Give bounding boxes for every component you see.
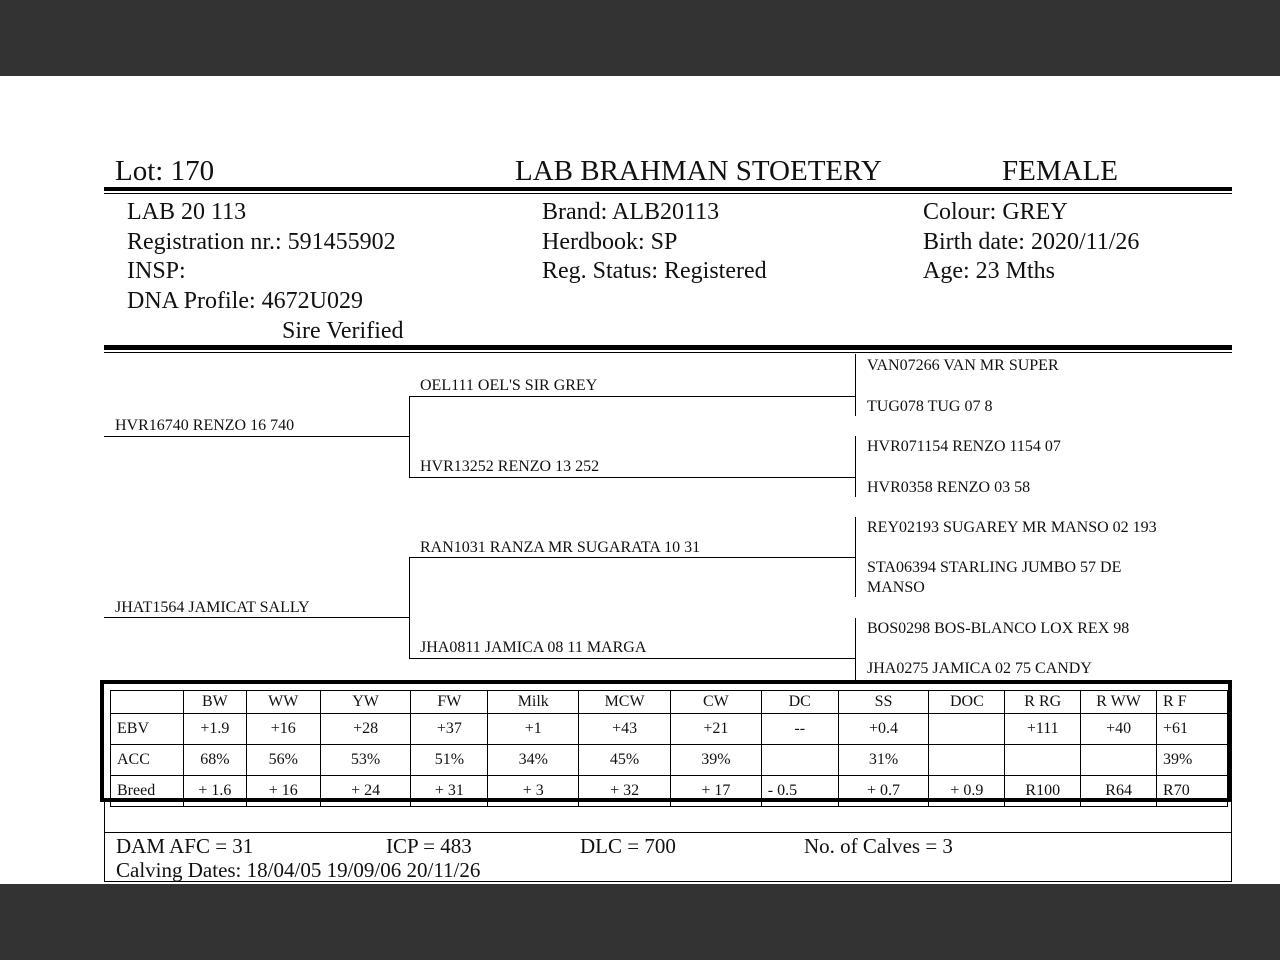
pedigree-line [855,618,856,680]
ebv-cell: + 0.7 [838,776,929,807]
ebv-cell: 34% [488,745,579,776]
ebv-cell: 51% [411,745,488,776]
pedigree-ggp-6: STA06394 STARLING JUMBO 57 DE [867,559,1122,576]
info-rule-thin [104,352,1232,353]
pedigree-line [104,617,410,618]
calving-dates: Calving Dates: 18/04/05 19/09/06 20/11/26 [116,858,481,882]
ebv-cell: 39% [1157,745,1228,776]
brand: Brand: ALB20113 [542,199,720,225]
pedigree-line [855,354,856,416]
ebv-row-acc [111,745,1228,776]
ebv-cell: +16 [246,714,320,745]
birth-date: Birth date: 2020/11/26 [923,229,1140,255]
ebv-header-cell: WW [246,691,320,714]
pedigree-ggp-1: VAN07266 VAN MR SUPER [867,357,1059,374]
ebv-cell: + 17 [671,776,762,807]
pedigree-line [855,517,856,597]
colour: Colour: GREY [923,199,1068,225]
pedigree-line [409,618,410,658]
ebv-cell: R70 [1157,776,1228,807]
ebv-cell: +37 [411,714,488,745]
ebv-header-cell: DC [761,691,838,714]
header-rule-thin [104,193,1232,194]
ebv-cell: + 31 [411,776,488,807]
ebv-header-cell [111,691,184,714]
pedigree-line [409,437,410,477]
ebv-row-label: ACC [111,745,184,776]
pedigree-line [409,658,856,659]
ebv-header-cell: R RG [1005,691,1081,714]
ebv-cell: +1.9 [183,714,246,745]
ebv-cell: +43 [579,714,671,745]
ebv-cell: R100 [1005,776,1081,807]
pedigree-sire-sire: OEL111 OEL'S SIR GREY [420,377,598,394]
pedigree-dam-sire: RAN1031 RANZA MR SUGARATA 10 31 [420,539,701,556]
ebv-header-cell: CW [671,691,762,714]
pedigree-line [855,436,856,497]
ebv-cell: +21 [671,714,762,745]
herdbook: Herdbook: SP [542,229,678,255]
ebv-header-cell: SS [838,691,929,714]
pedigree-line [409,557,856,558]
ebv-cell: 68% [183,745,246,776]
animal-id: LAB 20 113 [127,199,247,225]
ebv-cell: -- [761,714,838,745]
ebv-cell: + 32 [579,776,671,807]
ebv-header-cell: R F [1157,691,1228,714]
ebv-cell: +111 [1005,714,1081,745]
ebv-cell: +28 [320,714,411,745]
sex-label: FEMALE [1002,155,1118,187]
ebv-cell [761,745,838,776]
ebv-cell [929,714,1005,745]
dlc: DLC = 700 [580,834,676,858]
pedigree-ggp-3: HVR071154 RENZO 1154 07 [867,438,1061,455]
bottom-dark-band [0,884,1280,960]
info-rule-thick [104,345,1232,350]
ebv-cell: - 0.5 [761,776,838,807]
ebv-header-cell: BW [183,691,246,714]
header-rule-thick [104,187,1232,191]
ebv-cell: + 1.6 [183,776,246,807]
icp: ICP = 483 [386,834,472,858]
ebv-cell: +0.4 [838,714,929,745]
pedigree-line [409,396,856,397]
dna-profile: DNA Profile: 4672U029 [127,288,363,314]
ebv-cell: + 24 [320,776,411,807]
ebv-header-cell: YW [320,691,411,714]
ebv-cell: + 0.9 [929,776,1005,807]
pedigree-line [409,396,410,437]
pedigree-ggp-2: TUG078 TUG 07 8 [867,398,993,415]
pedigree-sire-dam: HVR13252 RENZO 13 252 [420,458,600,475]
insp-label: INSP: [127,258,186,284]
ebv-header-cell: R WW [1081,691,1157,714]
ebv-header-cell: FW [411,691,488,714]
ebv-header-cell: DOC [929,691,1005,714]
pedigree-ggp-7: BOS0298 BOS-BLANCO LOX REX 98 [867,620,1130,637]
ebv-header-row [111,691,1228,714]
pedigree-sire: HVR16740 RENZO 16 740 [115,417,295,434]
pedigree-ggp-8: JHA0275 JAMICA 02 75 CANDY [867,660,1092,677]
pedigree-dam-dam: JHA0811 JAMICA 08 11 MARGA [420,639,647,656]
ebv-cell [1081,745,1157,776]
ebv-header-cell: MCW [579,691,671,714]
age: Age: 23 Mths [923,258,1055,284]
pedigree-ggp-6-cont: MANSO [867,579,925,596]
ebv-table [110,690,1228,807]
top-dark-band [0,0,1280,76]
pedigree-ggp-4: HVR0358 RENZO 03 58 [867,479,1031,496]
ebv-cell: 56% [246,745,320,776]
ebv-cell [1005,745,1081,776]
ebv-row-label: EBV [111,714,184,745]
number-of-calves: No. of Calves = 3 [804,834,953,858]
dam-afc: DAM AFC = 31 [116,834,254,858]
ebv-row-label: Breed [111,776,184,807]
reg-status: Reg. Status: Registered [542,258,767,284]
ebv-header-cell: Milk [488,691,579,714]
ebv-cell: + 3 [488,776,579,807]
ebv-cell: 39% [671,745,762,776]
ebv-cell: 53% [320,745,411,776]
ebv-cell: +40 [1081,714,1157,745]
footer-divider [105,832,1231,833]
ebv-cell: 31% [838,745,929,776]
ebv-cell: R64 [1081,776,1157,807]
ebv-cell: 45% [579,745,671,776]
sire-verified: Sire Verified [282,318,404,344]
pedigree-line [409,557,410,618]
pedigree-ggp-5: REY02193 SUGAREY MR MANSO 02 193 [867,519,1157,536]
ebv-table-frame [100,680,1232,802]
stud-name: LAB BRAHMAN STOETERY [515,155,882,187]
lot-number: Lot: 170 [115,155,215,187]
registration-number: Registration nr.: 591455902 [127,229,396,255]
pedigree-line [409,477,856,478]
ebv-cell: + 16 [246,776,320,807]
ebv-cell: +61 [1157,714,1228,745]
pedigree-dam: JHAT1564 JAMICAT SALLY [115,599,310,616]
pedigree-line [104,436,410,437]
ebv-cell [929,745,1005,776]
ebv-row-ebv [111,714,1228,745]
ebv-cell: +1 [488,714,579,745]
